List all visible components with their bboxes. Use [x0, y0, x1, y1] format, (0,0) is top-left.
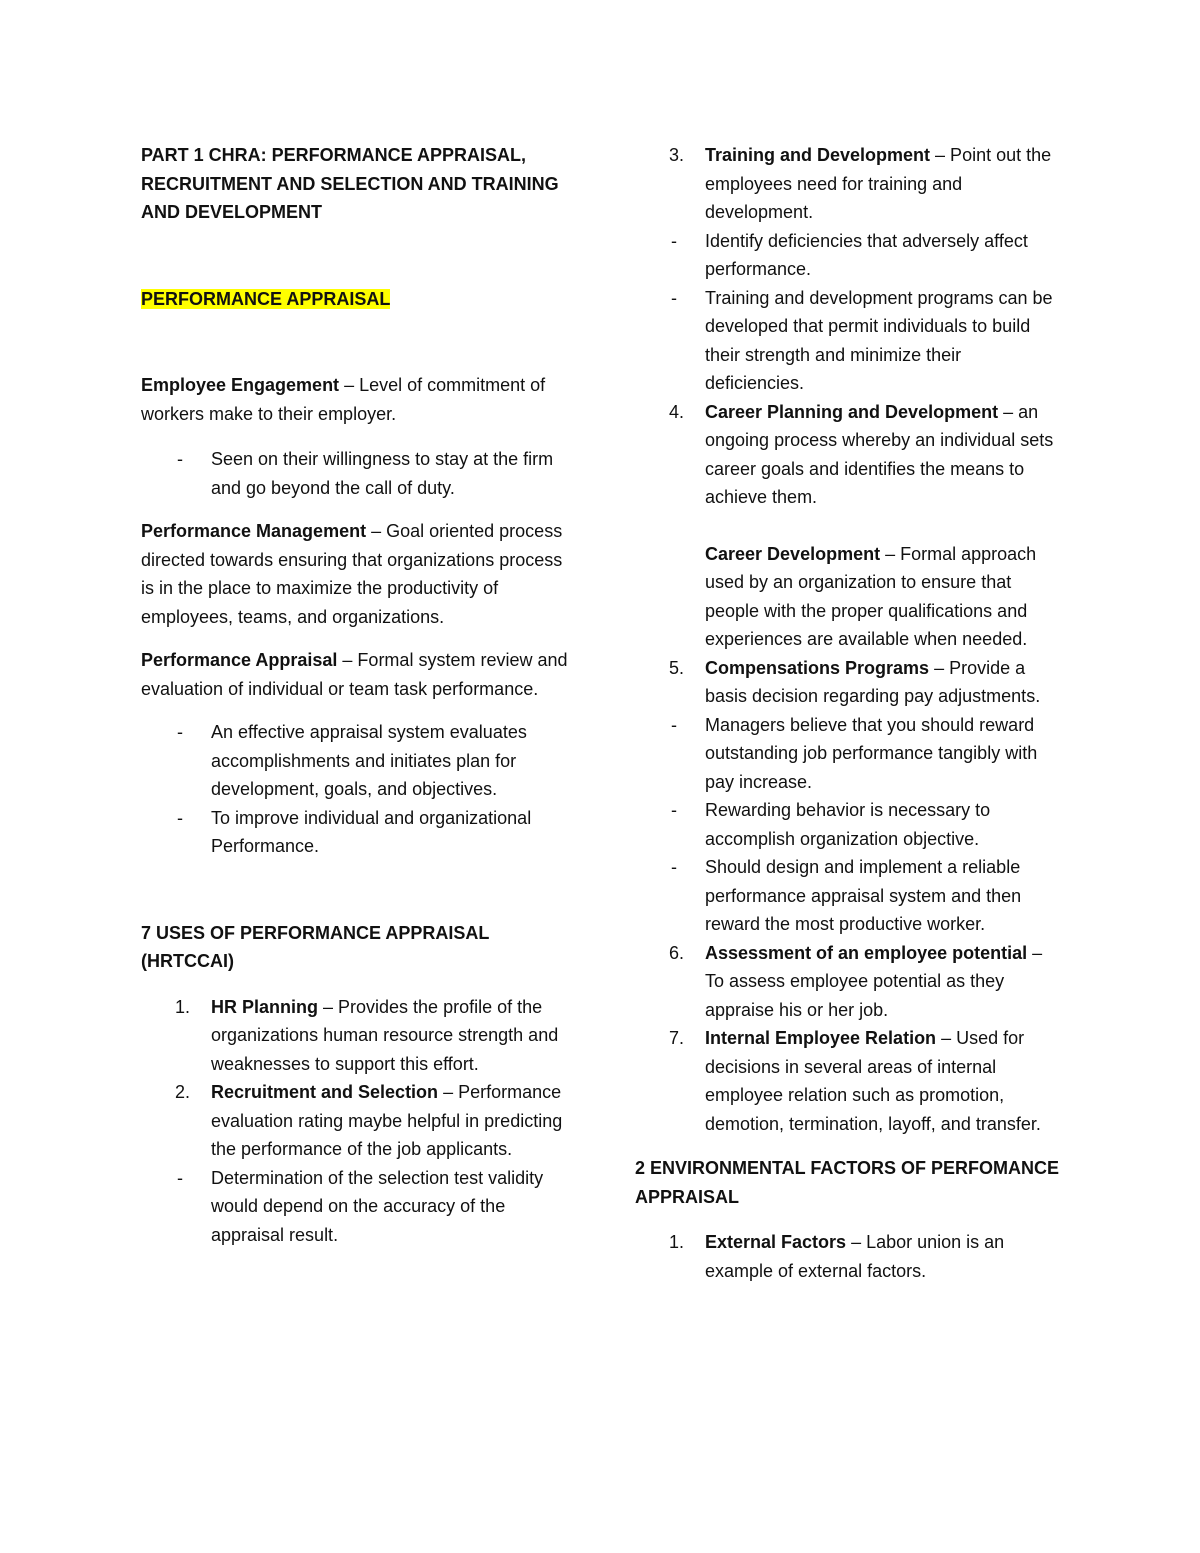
bullet-text: An effective appraisal system evaluates accomplishments and initiates plan for development, goals, and objectives.: [211, 722, 527, 799]
item-term: Career Planning and Development: [705, 401, 999, 422]
item-term: HR Planning: [211, 996, 318, 1017]
right-column: [635, 141, 1063, 1285]
section-heading-performance-appraisal: PERFORMANCE APPRAISAL: [141, 288, 391, 309]
bullet-item: [141, 718, 571, 804]
numbered-item: [635, 939, 1063, 1025]
bullet-item: [635, 284, 1063, 398]
bullet-text: Training and development programs can be developed that permit individuals to build their strength and minimize their deficiencies.: [705, 287, 1053, 393]
dash-icon: -: [671, 230, 677, 251]
bullet-text: Determination of the selection test validity would depend on the accuracy of the appraisal result.: [211, 1167, 544, 1245]
bullet-item: [141, 445, 571, 502]
item-number: 1.: [175, 996, 191, 1017]
item-text: – an ongoing process whereby an individual sets career goals and identifies the means to achieve them.: [705, 401, 1054, 507]
item-text: – Performance evaluation rating maybe helpful in predicting the performance of the job applicants.: [211, 1082, 563, 1159]
item-term: Compensations Programs: [705, 657, 930, 678]
career-development-paragraph: [635, 540, 1063, 654]
dash-icon: -: [177, 1167, 183, 1188]
item-number: 5.: [669, 657, 685, 678]
item-number: 6.: [669, 942, 685, 963]
management-definition: [141, 517, 571, 631]
bullet-item: [635, 227, 1063, 284]
dash-icon: -: [671, 857, 677, 877]
appraisal-text: – Formal system review and evaluation of individual or team task performance.: [141, 650, 568, 699]
left-column: [141, 141, 571, 1249]
dash-icon: -: [671, 800, 677, 820]
numbered-item: [635, 1228, 1063, 1285]
appraisal-definition: [141, 646, 571, 703]
numbered-item: [635, 398, 1063, 512]
bullet-text: Should design and implement a reliable performance appraisal system and then reward the most productive worker.: [705, 857, 1022, 934]
item-term: Training and Development: [705, 145, 931, 165]
item-number: 7.: [669, 1028, 685, 1048]
appraisal-term: Performance Appraisal: [141, 650, 338, 670]
bullet-item: [635, 853, 1063, 939]
item-number: 1.: [669, 1232, 685, 1252]
dash-icon: -: [177, 722, 183, 742]
item-term: Assessment of an employee potential: [705, 942, 1028, 963]
bullet-text: Seen on their willingness to stay at the firm and go beyond the call of duty.: [211, 449, 554, 498]
dash-icon: -: [671, 287, 677, 308]
dash-icon: -: [177, 449, 183, 469]
item-text: – Labor union is an example of external factors.: [705, 1232, 1005, 1281]
document-title: PART 1 CHRA: PERFORMANCE APPRAISAL, RECRUITMENT AND SELECTION AND TRAINING AND DEVELOPMENT: [141, 145, 559, 222]
item-number: 4.: [669, 401, 685, 422]
item-term: Internal Employee Relation: [705, 1028, 937, 1048]
management-text: – Goal oriented process directed towards ensuring that organizations process is in the place to maximize the productivity of employees, teams, and organizations.: [141, 521, 563, 627]
engagement-term: Employee Engagement: [141, 375, 340, 395]
management-term: Performance Management: [141, 521, 367, 541]
numbered-item: [635, 141, 1063, 227]
item-text: – Used for decisions in several areas of internal employee relation such as promotion, demotion, termination, layoff, and transfer.: [705, 1028, 1041, 1134]
numbered-item: [635, 654, 1063, 711]
career-development-term: Career Development: [705, 543, 881, 564]
bullet-item: [141, 1164, 571, 1250]
bullet-text: Identify deficiencies that adversely affect performance.: [705, 230, 1028, 279]
numbered-item: [635, 1024, 1063, 1138]
numbered-item: [141, 993, 571, 1079]
dash-icon: -: [177, 807, 183, 828]
bullet-text: Rewarding behavior is necessary to accomplish organization objective.: [705, 800, 991, 849]
item-text: – Provides the profile of the organizations human resource strength and weaknesses to support this effort.: [211, 996, 559, 1074]
numbered-item: [141, 1078, 571, 1164]
item-text: – Point out the employees need for training and development.: [705, 145, 1052, 222]
item-term: External Factors: [705, 1232, 847, 1252]
bullet-item: [635, 711, 1063, 797]
item-number: 3.: [669, 145, 685, 165]
dash-icon: -: [671, 714, 677, 735]
item-term: Recruitment and Selection: [211, 1082, 439, 1102]
bullet-item: [141, 804, 571, 861]
engagement-text: – Level of commitment of workers make to their employer.: [141, 375, 546, 424]
item-text: – To assess employee potential as they appraise his or her job.: [705, 942, 1043, 1020]
bullet-text: Managers believe that you should reward outstanding job performance tangibly with pay increase.: [705, 714, 1038, 792]
item-text: – Provide a basis decision regarding pay adjustments.: [705, 657, 1041, 706]
career-development-text: – Formal approach used by an organization to ensure that people with the proper qualifications and experiences are available when needed.: [705, 543, 1037, 649]
item-number: 2.: [175, 1082, 191, 1102]
environmental-factors-heading: 2 ENVIRONMENTAL FACTORS OF PERFOMANCE APPRAISAL: [635, 1158, 1060, 1207]
bullet-text: To improve individual and organizational Performance.: [211, 807, 532, 856]
bullet-item: [635, 796, 1063, 853]
uses-heading: 7 USES OF PERFORMANCE APPRAISAL (HRTCCAI): [141, 922, 490, 971]
engagement-definition: [141, 371, 571, 428]
